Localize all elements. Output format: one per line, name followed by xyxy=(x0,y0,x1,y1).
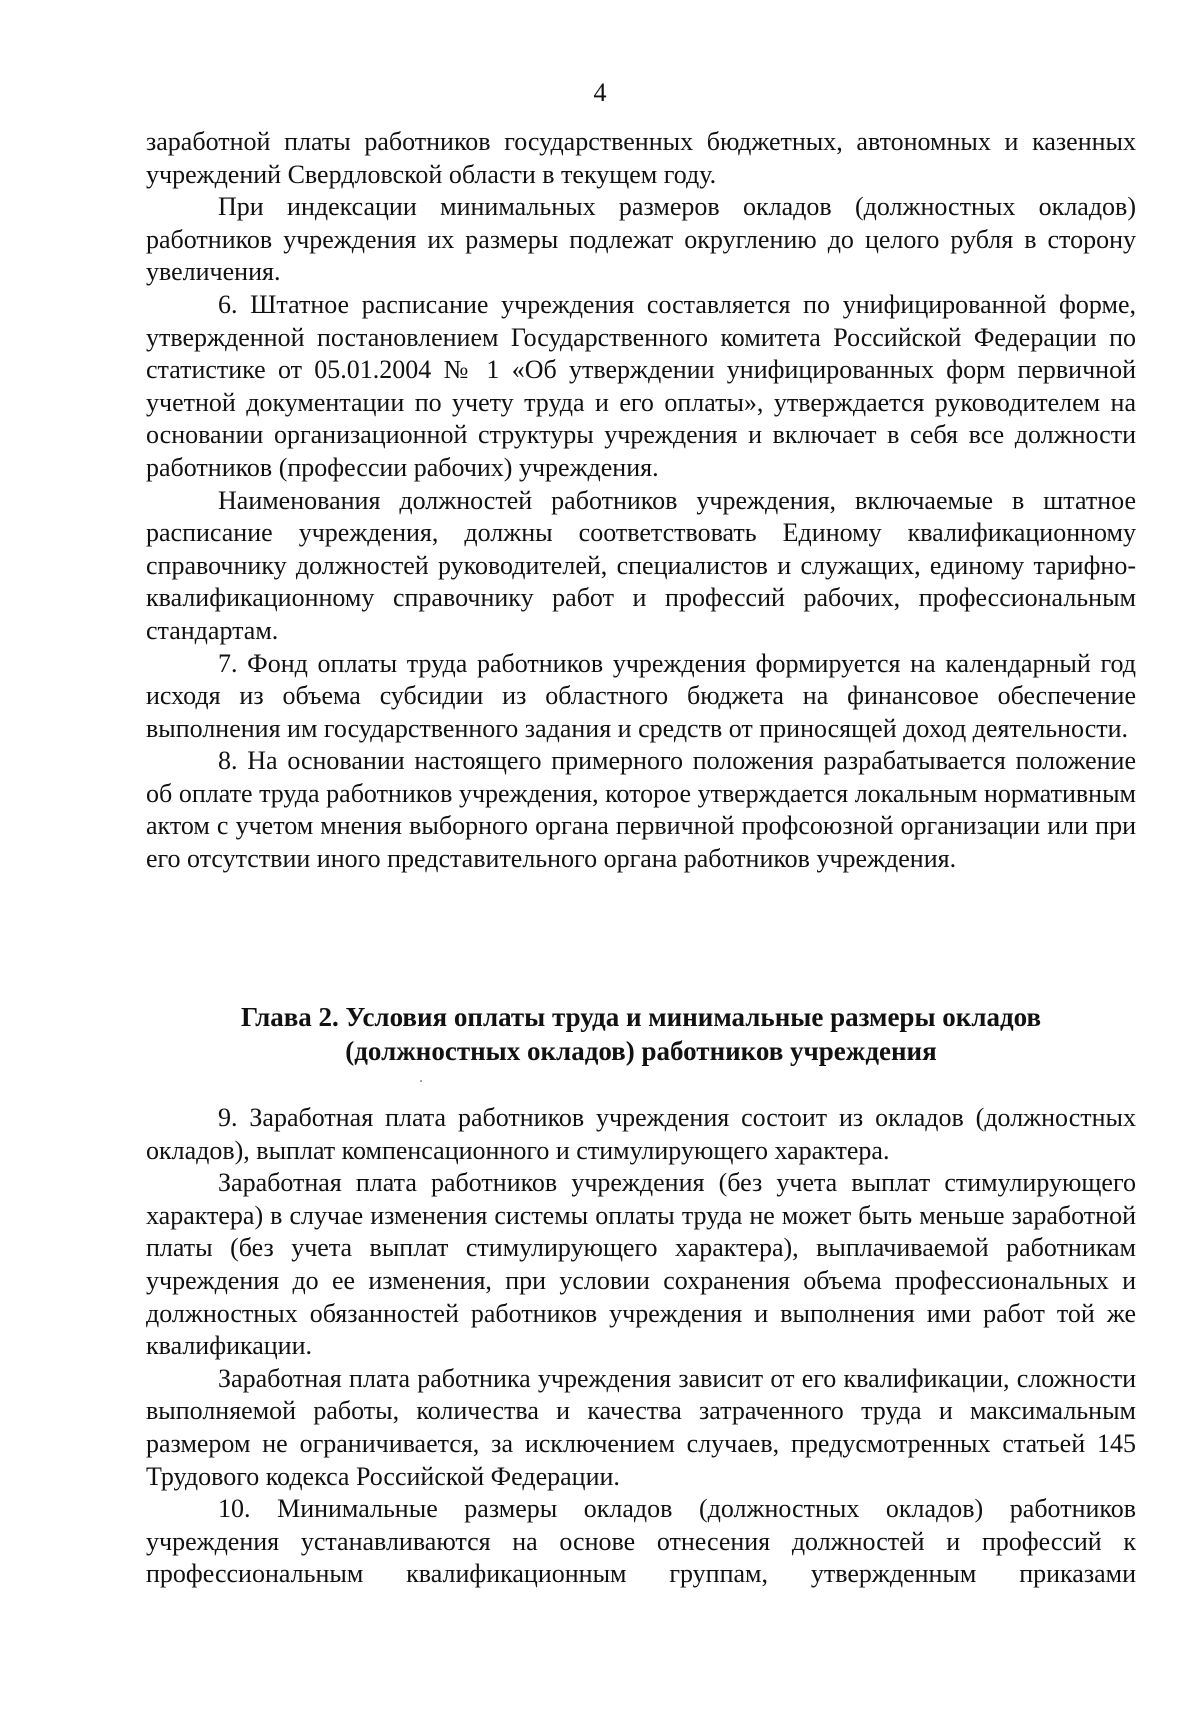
chapter-heading-line-2: (должностных окладов) работников учреждения xyxy=(345,1036,937,1066)
paragraph-item-6: 6. Штатное расписание учреждения составляется по унифицированной форме, утвержденной постановлением Государственного комитета Российской Федерации по статистике от 05.01.2004 № 1 «Об утверждении унифицированных форм первичной учетной документации по учету труда и его оплаты», утверждается руководителем на основании организационной структуры учреждения и включает в себя все должности работников (профессии рабочих) учреждения. xyxy=(146,289,1136,482)
text-block-1 xyxy=(146,126,1136,876)
paragraph-item-9: 9. Заработная плата работников учреждения состоит из окладов (должностных окладов), выплат компенсационного и стимулирующего характера. xyxy=(146,1103,1136,1165)
chapter-heading-line-1: Глава 2. Условия оплаты труда и минимальные размеры окладов xyxy=(240,1002,1042,1032)
paragraph: Заработная плата работника учреждения зависит от его квалификации, сложности выполняемой работы, количества и качества затраченного труда и максимальным размером не ограничивается, за исключением случаев, предусмотренных статьей 145 Трудового кодекса Российской Федерации. xyxy=(146,1363,1136,1491)
paragraph: При индексации минимальных размеров окладов (должностных окладов) работников учреждения их размеры подлежат округлению до целого рубля в сторону увеличения. xyxy=(146,192,1136,287)
scan-artifact xyxy=(420,1080,422,1082)
paragraph-item-7: 7. Фонд оплаты труда работников учреждения формируется на календарный год исходя из объема субсидии из областного бюджета на финансовое обеспечение выполнения им государственного задания и средств от приносящей доход деятельности. xyxy=(146,648,1136,743)
page-number: 4 xyxy=(593,78,607,107)
paragraph-item-10: 10. Минимальные размеры окладов (должностных окладов) работников учреждения устанавливаются на основе отнесения должностей и профессий к профессиональным квалификационным группам, утвержденным приказами xyxy=(146,1494,1136,1589)
text-block-2 xyxy=(146,1102,1136,1591)
paragraph: заработной платы работников государственных бюджетных, автономных и казенных учреждений Свердловской области в текущем году. xyxy=(146,127,1136,189)
paragraph: Заработная плата работников учреждения (без учета выплат стимулирующего характера) в случае изменения системы оплаты труда не может быть меньше заработной платы (без учета выплат стимулирующего характера), выплачиваемой работникам учреждения до ее изменения, при условии сохранения объема профессиональных и должностных обязанностей работников учреждения и выполнения ими работ той же квалификации. xyxy=(146,1168,1136,1361)
paragraph-item-8: 8. На основании настоящего примерного положения разрабатывается положение об оплате труда работников учреждения, которое утверждается локальным нормативным актом с учетом мнения выборного органа первичной профсоюзной организации или при его отсутствии иного представительного органа работников учреждения. xyxy=(146,746,1136,874)
paragraph: Наименования должностей работников учреждения, включаемые в штатное расписание учреждения, должны соответствовать Единому квалификационному справочнику должностей руководителей, специалистов и служащих, единому тарифно-квалификационному справочнику работ и профессий рабочих, профессиональным стандартам. xyxy=(146,485,1136,645)
chapter-heading xyxy=(146,1000,1136,1068)
